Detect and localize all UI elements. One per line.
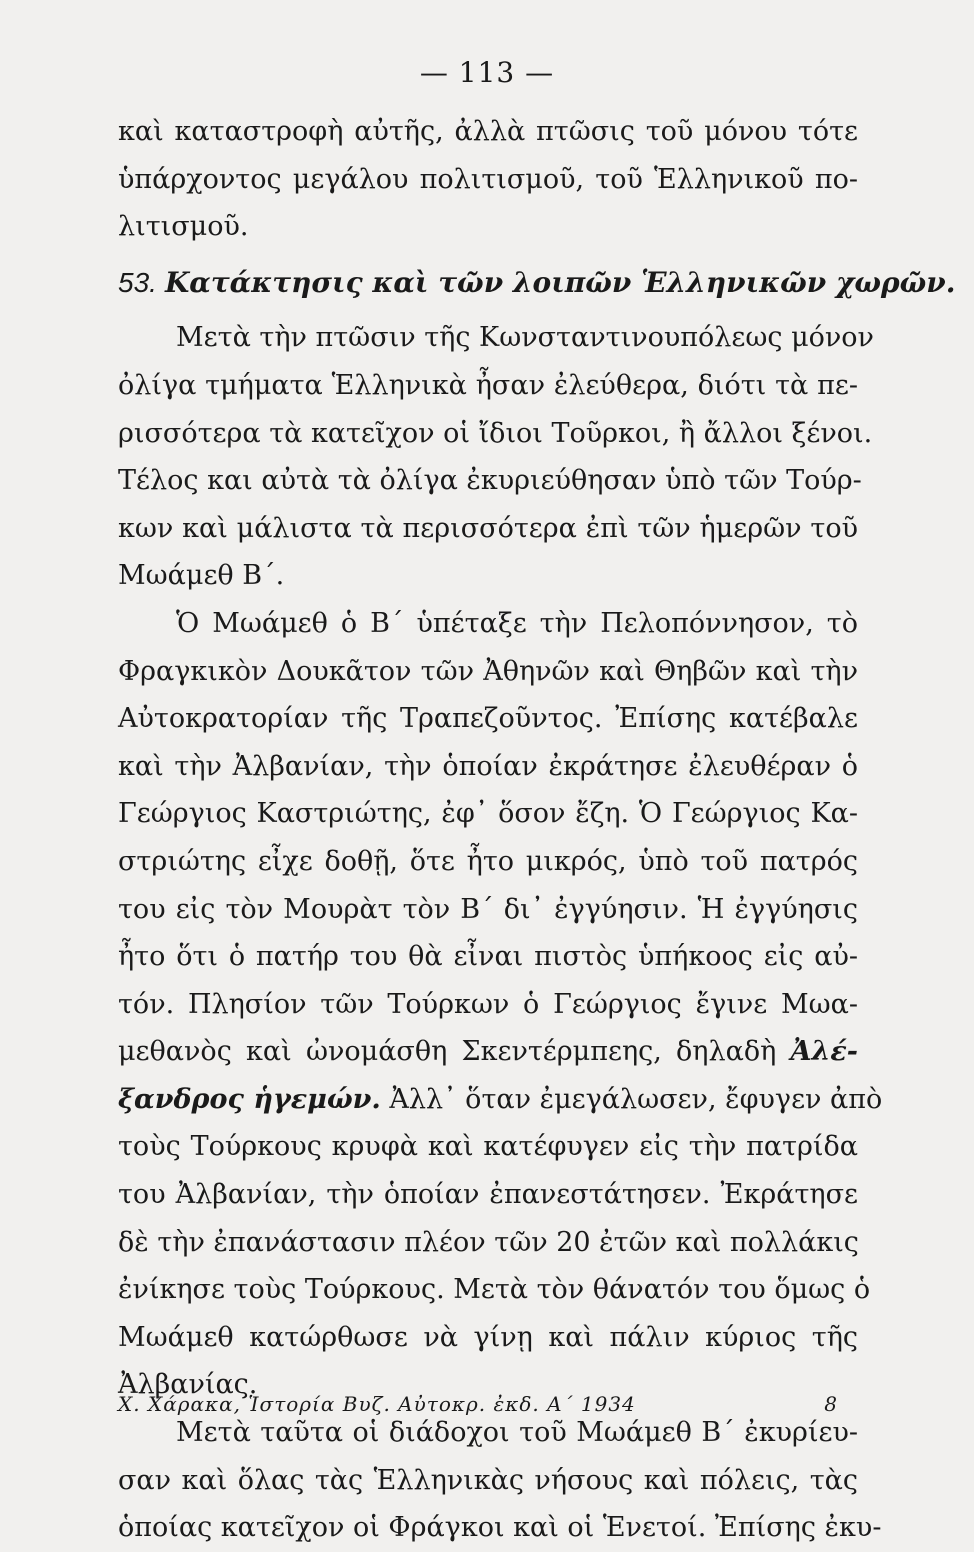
paragraph-line: ὁποίας κατεῖχον οἱ Φράγκοι καὶ οἱ Ἑνετοί. Ἐπίσης ἐκυ- xyxy=(118,1512,882,1544)
paragraph-line xyxy=(118,1076,883,1124)
page-number: — 113 — xyxy=(419,56,555,89)
paragraph-line: Μετὰ τὴν πτῶσιν τῆς Κωνσταντινουπόλεως μόνον xyxy=(176,322,874,354)
paragraph-line xyxy=(118,1028,858,1076)
paragraph-line: Μετὰ ταῦτα οἱ διάδοχοι τοῦ Μωάμεθ Β΄ ἐκυρίευ- xyxy=(176,1417,858,1449)
paragraph-line: δὲ τὴν ἐπανάστασιν πλέον τῶν 20 ἐτῶν καὶ πολλάκις xyxy=(118,1226,859,1258)
paragraph-line: Ὁ Μωάμεθ ὁ Β΄ ὑπέταξε τὴν Πελοπόννησον, τὸ xyxy=(176,607,858,639)
paragraph-line: ἐνίκησε τοὺς Τούρκους. Μετὰ τὸν θάνατόν του ὅμως ὁ xyxy=(118,1274,871,1306)
paragraph-line: ὀλίγα τμήματα Ἑλληνικὰ ἦσαν ἐλεύθερα, διότι τὰ πε- xyxy=(118,369,858,401)
paragraph-line: ἦτο ὅτι ὁ πατήρ του θὰ εἶναι πιστὸς ὑπήκοος εἰς αὐ- xyxy=(118,941,858,973)
paragraph-text: Ἀλλ᾽ ὅταν ἐμεγάλωσεν, ἔφυγεν ἀπὸ xyxy=(380,1083,883,1115)
intro-line: καὶ καταστροφὴ αὐτῆς, ἀλλὰ πτῶσις τοῦ μόνου τότε xyxy=(118,116,858,147)
paragraph-line: τοὺς Τούρκους κρυφὰ καὶ κατέφυγεν εἰς τὴν πατρίδα xyxy=(118,1131,858,1163)
intro-line: ὑπάρχοντος μεγάλου πολιτισμοῦ, τοῦ Ἑλληνικοῦ πο- xyxy=(118,163,858,195)
paragraph-line: του εἰς τὸν Μουρὰτ τὸν Β΄ δι᾽ ἐγγύησιν. Ἡ ἐγγύησις xyxy=(118,893,858,925)
paragraph-line: Φραγκικὸν Δουκᾶτον τῶν Ἀθηνῶν καὶ Θηβῶν καὶ τὴν xyxy=(118,655,858,687)
paragraph-text: μεθανὸς καὶ ὠνομάσθη Σκεντέρμπεης, δηλαδὴ xyxy=(118,1036,777,1068)
section-heading xyxy=(118,259,956,307)
paragraph-line: Μωάμεθ κατώρθωσε νὰ γίνῃ καὶ πάλιν κύριος τῆς xyxy=(118,1321,858,1353)
body-text xyxy=(118,108,956,1552)
paragraph-line: σαν καὶ ὅλας τὰς Ἑλληνικὰς νήσους καὶ πόλεις, τὰς xyxy=(118,1464,858,1496)
section-number: 53. xyxy=(118,266,157,298)
paragraph-line: Μωάμεθ Β΄. xyxy=(118,560,285,592)
emphasis-text: Ἀλέ- xyxy=(790,1036,858,1068)
section-title: Κατάκτησις καὶ τῶν λοιπῶν Ἑλληνικῶν χωρῶν. xyxy=(164,265,956,299)
paragraph-line: κων καὶ μάλιστα τὰ περισσότερα ἐπὶ τῶν ἡμερῶν τοῦ xyxy=(118,512,858,544)
paragraph-line: Αὐτοκρατορίαν τῆς Τραπεζοῦντος. Ἐπίσης κατέβαλε xyxy=(118,703,858,735)
emphasis-text: ξανδρος ἡγεμών. xyxy=(118,1083,381,1115)
paragraph-line: Ἀλβανίας. xyxy=(118,1369,258,1401)
paragraph-line: στριώτης εἶχε δοθῇ, ὅτε ἦτο μικρός, ὑπὸ τοῦ πατρός xyxy=(118,845,858,877)
intro-line: λιτισμοῦ. xyxy=(118,211,249,243)
paragraph-line: τόν. Πλησίον τῶν Τούρκων ὁ Γεώργιος ἔγινε Μωα- xyxy=(118,988,858,1020)
footer-citation xyxy=(118,1392,858,1416)
paragraph-line: ρισσότερα τὰ κατεῖχον οἱ ἴδιοι Τοῦρκοι, ἢ ἄλλοι ξένοι. xyxy=(118,417,873,449)
signature-mark: 8 xyxy=(824,1392,838,1416)
paragraph-line: του Ἀλβανίαν, τὴν ὁποίαν ἐπανεστάτησεν. Ἐκράτησε xyxy=(118,1179,858,1211)
paragraph-line: καὶ τὴν Ἀλβανίαν, τὴν ὁποίαν ἐκράτησε ἐλευθέραν ὁ xyxy=(118,750,858,782)
paragraph-line: Τέλος και αὐτὰ τὰ ὀλίγα ἐκυριεύθησαν ὑπὸ τῶν Τούρ- xyxy=(118,465,862,497)
paragraph-line: Γεώργιος Καστριώτης, ἐφ᾽ ὅσον ἔζη. Ὁ Γεώργιος Κα- xyxy=(118,798,858,830)
citation-text: Χ. Χάρακα, Ἱστορία Βυζ. Αὐτοκρ. ἐκδ. Α΄ 1934 xyxy=(118,1392,636,1416)
